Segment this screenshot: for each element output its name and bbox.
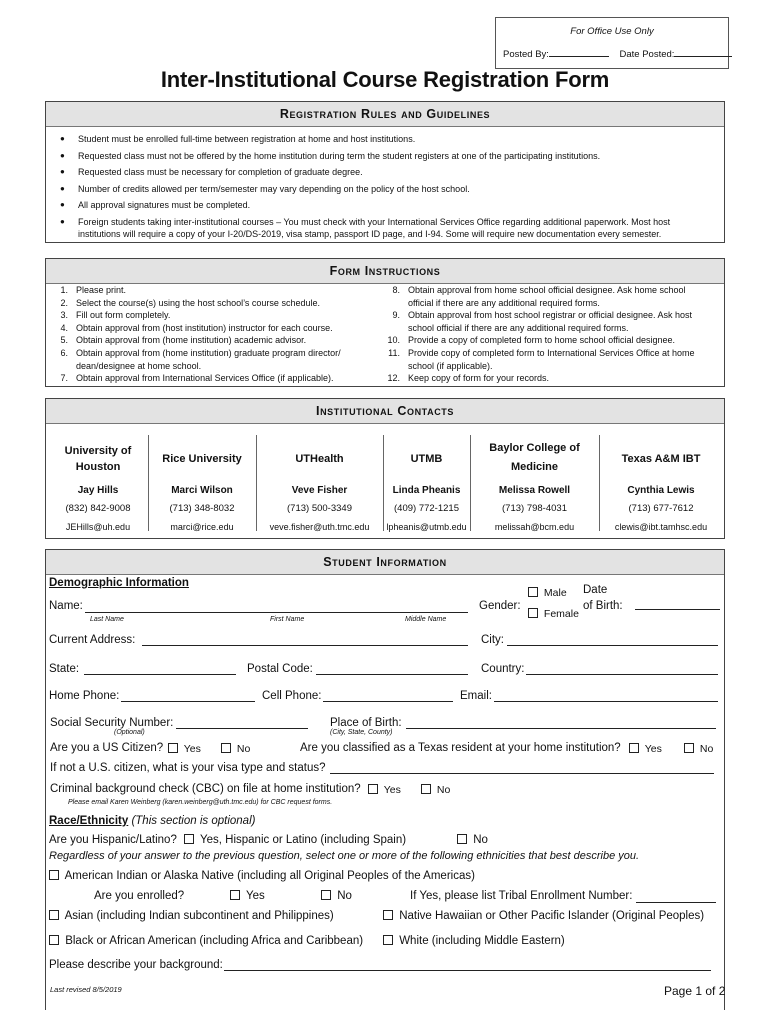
texas-no[interactable]: No	[682, 743, 713, 755]
name-field[interactable]	[85, 612, 468, 613]
hispanic-no[interactable]: No	[455, 834, 488, 846]
rules-section	[45, 101, 725, 243]
office-use-box	[495, 17, 729, 69]
enrolled-no[interactable]: No	[319, 890, 352, 902]
country-label: Country:	[481, 663, 525, 675]
pob-field[interactable]	[406, 728, 716, 729]
enrolled-no-checkbox[interactable]	[321, 890, 331, 900]
us-citizen-no[interactable]: No	[219, 743, 250, 755]
country-field[interactable]	[526, 674, 718, 675]
contact-utmb: UTMB Linda Pheanis (409) 772-1215 lpheanis@utmb.edu	[386, 453, 467, 532]
contact-tamu: Texas A&M IBT Cynthia Lewis (713) 677-7612 clewis@ibt.tamhsc.edu	[614, 453, 708, 532]
cell-phone-label: Cell Phone:	[262, 690, 322, 702]
native-american-option[interactable]: American Indian or Alaska Native (including all Original Peoples of the Americas)	[47, 870, 475, 882]
texas-yes[interactable]: Yes	[627, 743, 662, 755]
rules-list	[60, 133, 710, 245]
white-checkbox[interactable]	[383, 935, 393, 945]
ssn-optional: (Optional)	[114, 729, 145, 736]
gender-label: Gender:	[479, 600, 521, 612]
dob-field[interactable]	[635, 609, 720, 610]
texas-no-checkbox[interactable]	[684, 743, 694, 753]
tribal-field[interactable]	[636, 902, 716, 903]
rule-item: ● All approval signatures must be completed.	[60, 199, 710, 211]
revised-date: Last revised 8/5/2019	[50, 985, 122, 994]
us-citizen-yes[interactable]: Yes	[166, 743, 201, 755]
cbc-label: Criminal background check (CBC) on file at home institution?	[50, 783, 361, 795]
us-citizen-no-checkbox[interactable]	[221, 743, 231, 753]
rule-item: ● Requested class must not be offered by the home institution during term the student registers at one of the participating institutions.	[60, 150, 710, 162]
hawaiian-checkbox[interactable]	[383, 910, 393, 920]
city-field[interactable]	[507, 645, 718, 646]
cell-phone-field[interactable]	[323, 701, 453, 702]
address-field[interactable]	[142, 645, 468, 646]
race-heading: Race/Ethnicity (This section is optional)	[49, 815, 256, 827]
city-label: City:	[481, 634, 504, 646]
cbc-yes-checkbox[interactable]	[368, 784, 378, 794]
instructions-right	[387, 284, 708, 385]
enrolled-yes-checkbox[interactable]	[230, 890, 240, 900]
postal-label: Postal Code:	[247, 663, 313, 675]
hispanic-no-checkbox[interactable]	[457, 834, 467, 844]
native-american-checkbox[interactable]	[49, 870, 59, 880]
name-label: Name:	[49, 600, 83, 612]
tribal-label: If Yes, please list Tribal Enrollment Number:	[410, 890, 633, 902]
cbc-yes[interactable]: Yes	[366, 784, 401, 796]
email-label: Email:	[460, 690, 492, 702]
address-label: Current Address:	[49, 634, 136, 646]
male-checkbox[interactable]	[528, 587, 538, 597]
visa-field[interactable]	[330, 773, 714, 774]
office-use-fields	[503, 49, 732, 60]
student-header: Student Information	[46, 550, 724, 575]
texas-resident-label: Are you classified as a Texas resident at your home institution?	[300, 742, 621, 754]
cbc-no[interactable]: No	[419, 784, 450, 796]
contacts-section	[45, 398, 725, 539]
instruction-item: 7. Obtain approval from International Services Office (if applicable).	[60, 373, 334, 384]
instruction-item: 9. Obtain approval from host school registrar or official designee. Ask host school official if there are any additional required forms.	[392, 310, 692, 333]
email-field[interactable]	[494, 701, 718, 702]
us-citizen-label: Are you a US Citizen?	[50, 742, 164, 754]
female-checkbox[interactable]	[528, 608, 538, 618]
instructions-section	[45, 258, 725, 387]
office-use-title: For Office Use Only	[570, 26, 654, 37]
dob-label-1: Date	[583, 584, 608, 596]
date-posted-label: Date Posted:	[619, 49, 675, 60]
rule-item: ● Requested class must be necessary for completion of graduate degree.	[60, 166, 710, 178]
cbc-no-checkbox[interactable]	[421, 784, 431, 794]
instruction-item: 10. Provide a copy of completed form to home school official designee.	[387, 335, 675, 346]
contact-baylor: Baylor College of Medicine Melissa Rowell (713) 798-4031 melissah@bcm.edu	[489, 442, 580, 532]
state-field[interactable]	[84, 674, 236, 675]
hispanic-question: Are you Hispanic/Latino?	[49, 834, 177, 846]
instruction-item: 8. Obtain approval from home school official designee. Ask home school official if there are any additional required forms.	[392, 285, 686, 308]
instruction-item: 5. Obtain approval from (home institution) academic advisor.	[60, 335, 307, 346]
dob-label-2: of Birth:	[583, 600, 623, 612]
enrolled-yes[interactable]: Yes	[228, 890, 265, 902]
postal-field[interactable]	[316, 674, 468, 675]
us-citizen-yes-checkbox[interactable]	[168, 743, 178, 753]
rules-header: Registration Rules and Guidelines	[46, 102, 724, 127]
home-phone-label: Home Phone:	[49, 690, 120, 702]
demographic-heading: Demographic Information	[49, 577, 189, 589]
regardless-note: Regardless of your answer to the previous question, select one or more of the following ethnicities that best describe you.	[49, 850, 640, 862]
black-checkbox[interactable]	[49, 935, 59, 945]
home-phone-field[interactable]	[121, 701, 255, 702]
instruction-item: 3. Fill out form completely.	[60, 310, 171, 321]
page-number: Page 1 of 2	[664, 984, 726, 998]
pob-hint: (City, State, County)	[330, 729, 393, 736]
asian-checkbox[interactable]	[49, 910, 59, 920]
rule-item: ● Number of credits allowed per term/semester may vary depending on the policy of the host school.	[60, 183, 710, 195]
white-option[interactable]: White (including Middle Eastern)	[381, 935, 565, 947]
contacts-header: Institutional Contacts	[46, 399, 724, 424]
female-option[interactable]: Female	[526, 608, 579, 620]
first-name-hint: First Name	[270, 616, 305, 623]
instruction-item: 11. Provide copy of completed form to International Services Office at home school (if applicable).	[388, 347, 695, 371]
visa-label: If not a U.S. citizen, what is your visa type and status?	[50, 762, 326, 774]
ssn-label: Social Security Number:	[50, 717, 174, 729]
hispanic-yes[interactable]: Yes, Hispanic or Latino (including Spain)	[182, 834, 406, 846]
male-option[interactable]: Male	[526, 587, 567, 599]
asian-option[interactable]: Asian (including Indian subcontinent and Philippines)	[47, 910, 334, 922]
black-option[interactable]: Black or African American (including Africa and Caribbean)	[47, 935, 363, 947]
instructions-header: Form Instructions	[46, 259, 724, 284]
enrolled-label: Are you enrolled?	[94, 890, 185, 902]
middle-name-hint: Middle Name	[405, 616, 447, 623]
ssn-field[interactable]	[176, 728, 308, 729]
instruction-item: 6. Obtain approval from (home institution) graduate program director/ dean/designee at home school.	[60, 347, 341, 371]
rule-item: ● Student must be enrolled full-time between registration at home and host institutions.	[60, 133, 710, 145]
instruction-item: 4. Obtain approval from (host institution) instructor for each course.	[60, 322, 333, 333]
instruction-item: 2. Select the course(s) using the host school’s course schedule.	[60, 297, 320, 308]
background-label: Please describe your background:	[49, 959, 223, 971]
instruction-item: 1. Please print.	[60, 285, 127, 295]
form-title: Inter-Institutional Course Registration Form	[160, 67, 610, 92]
cbc-note: Please email Karen Weinberg (karen.weinberg@uth.tmc.edu) for CBC request forms.	[68, 799, 333, 806]
contact-uthealth: UTHealth Veve Fisher (713) 500-3349 veve.fisher@uth.tmc.edu	[269, 453, 370, 532]
texas-yes-checkbox[interactable]	[629, 743, 639, 753]
state-label: State:	[49, 663, 80, 675]
instructions-left	[60, 284, 366, 385]
pob-label: Place of Birth:	[330, 717, 402, 729]
last-name-hint: Last Name	[90, 616, 124, 623]
rule-item: ● Foreign students taking inter-institutional courses – You must check with your International Services Office regarding additional paperwork. Most host institutions will require a copy of your I-20/DS-2019, visa stamp, passport ID page, and I-94. Some will require new documentation every semester.	[60, 216, 710, 240]
background-field[interactable]	[224, 970, 711, 971]
posted-by-label: Posted By:	[503, 49, 549, 60]
hawaiian-option[interactable]: Native Hawaiian or Other Pacific Islander (Original Peoples)	[381, 910, 704, 922]
instruction-item: 12. Keep copy of form for your records.	[387, 373, 550, 384]
contact-uh: University of Houston Jay Hills (832) 842-9008 JEHills@uh.edu	[64, 445, 132, 532]
contact-rice: Rice University Marci Wilson (713) 348-8032 marci@rice.edu	[162, 453, 242, 532]
hispanic-yes-checkbox[interactable]	[184, 834, 194, 844]
